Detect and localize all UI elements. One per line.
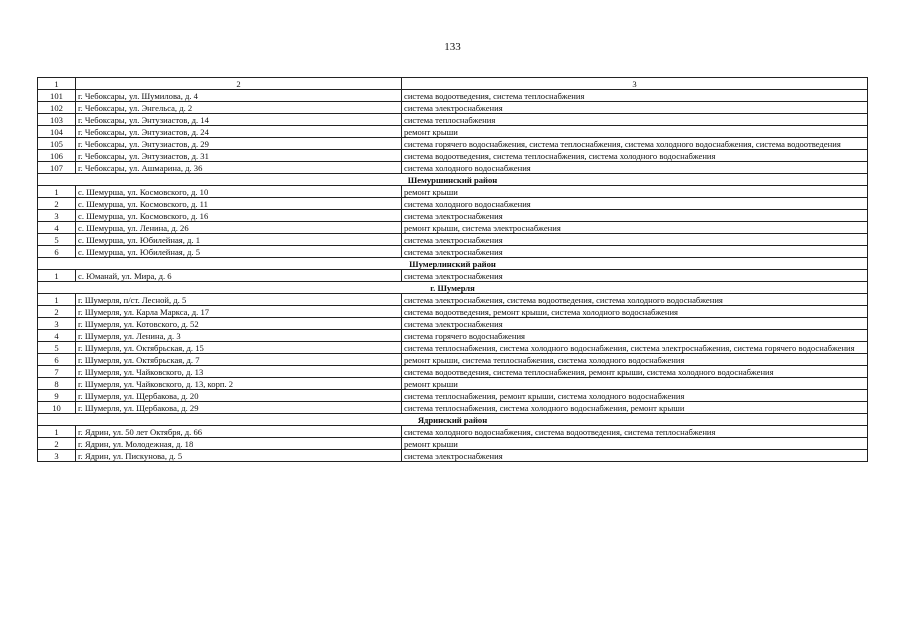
- row-address: г. Шумерля, ул. Октябрьская, д. 15: [76, 342, 402, 354]
- row-address: с. Шемурша, ул. Юбилейная, д. 5: [76, 246, 402, 258]
- table-row: [38, 234, 868, 246]
- row-address: г. Чебоксары, ул. Ашмарина, д. 36: [76, 162, 402, 174]
- row-number: 7: [38, 366, 76, 378]
- section-header-row: [38, 174, 868, 186]
- works-table-body: [38, 78, 868, 462]
- section-title: Шемуршинский район: [38, 174, 868, 186]
- table-row: [38, 210, 868, 222]
- row-number: 101: [38, 90, 76, 102]
- table-row: [38, 162, 868, 174]
- row-number: 105: [38, 138, 76, 150]
- section-header-row: [38, 414, 868, 426]
- column-header-work: 3: [402, 78, 868, 90]
- row-work-type: система водоотведения, система теплоснабжения, система холодного водоснабжения: [402, 150, 868, 162]
- table-row: [38, 270, 868, 282]
- row-address: г. Чебоксары, ул. Шумилова, д. 4: [76, 90, 402, 102]
- table-row: [38, 438, 868, 450]
- table-row: [38, 150, 868, 162]
- row-address: г. Шумерля, ул. Ленина, д. 3: [76, 330, 402, 342]
- table-row: [38, 90, 868, 102]
- row-work-type: ремонт крыши: [402, 186, 868, 198]
- row-address: г. Шумерля, п/ст. Лесной, д. 5: [76, 294, 402, 306]
- table-row: [38, 342, 868, 354]
- table-row: [38, 318, 868, 330]
- row-address: с. Шемурша, ул. Ленина, д. 26: [76, 222, 402, 234]
- row-number: 3: [38, 210, 76, 222]
- row-work-type: ремонт крыши, система электроснабжения: [402, 222, 868, 234]
- row-number: 2: [38, 438, 76, 450]
- table-row: [38, 450, 868, 462]
- column-header-address: 2: [76, 78, 402, 90]
- row-number: 10: [38, 402, 76, 414]
- row-number: 3: [38, 450, 76, 462]
- section-title: Шумерлинский район: [38, 258, 868, 270]
- table-row: [38, 246, 868, 258]
- table-row: [38, 354, 868, 366]
- table-row: [38, 402, 868, 414]
- row-number: 103: [38, 114, 76, 126]
- section-header-row: [38, 258, 868, 270]
- row-number: 102: [38, 102, 76, 114]
- table-row: [38, 138, 868, 150]
- row-work-type: система электроснабжения: [402, 210, 868, 222]
- row-address: г. Шумерля, ул. Чайковского, д. 13: [76, 366, 402, 378]
- row-address: г. Чебоксары, ул. Энтузиастов, д. 14: [76, 114, 402, 126]
- page-number: 133: [444, 41, 461, 53]
- row-work-type: система водоотведения, система теплоснабжения, ремонт крыши, система холодного водоснабжения: [402, 366, 868, 378]
- row-number: 4: [38, 222, 76, 234]
- row-number: 8: [38, 378, 76, 390]
- row-work-type: ремонт крыши, система теплоснабжения, система холодного водоснабжения: [402, 354, 868, 366]
- row-work-type: система горячего водоснабжения: [402, 330, 868, 342]
- section-title: г. Шумерля: [38, 282, 868, 294]
- row-number: 2: [38, 306, 76, 318]
- row-number: 5: [38, 234, 76, 246]
- row-work-type: система теплоснабжения, система холодного водоснабжения, ремонт крыши: [402, 402, 868, 414]
- row-address: г. Шумерля, ул. Карла Маркса, д. 17: [76, 306, 402, 318]
- row-number: 1: [38, 426, 76, 438]
- row-work-type: система холодного водоснабжения: [402, 162, 868, 174]
- row-number: 3: [38, 318, 76, 330]
- row-number: 9: [38, 390, 76, 402]
- row-work-type: ремонт крыши: [402, 438, 868, 450]
- row-work-type: ремонт крыши: [402, 126, 868, 138]
- table-row: [38, 126, 868, 138]
- table-row: [38, 426, 868, 438]
- row-address: г. Шумерля, ул. Щербакова, д. 20: [76, 390, 402, 402]
- row-address: г. Шумерля, ул. Октябрьская, д. 7: [76, 354, 402, 366]
- column-header-number: 1: [38, 78, 76, 90]
- row-work-type: система теплоснабжения, система холодного водоснабжения, система электроснабжения, система горячего водоснабжения: [402, 342, 868, 354]
- row-work-type: система электроснабжения: [402, 234, 868, 246]
- row-number: 5: [38, 342, 76, 354]
- row-work-type: система водоотведения, система теплоснабжения: [402, 90, 868, 102]
- table-row: [38, 222, 868, 234]
- row-work-type: система горячего водоснабжения, система теплоснабжения, система холодного водоснабжения, система водоотведения: [402, 138, 868, 150]
- row-work-type: система электроснабжения, система водоотведения, система холодного водоснабжения: [402, 294, 868, 306]
- row-number: 104: [38, 126, 76, 138]
- row-work-type: система теплоснабжения: [402, 114, 868, 126]
- table-row: [38, 102, 868, 114]
- row-work-type: ремонт крыши: [402, 378, 868, 390]
- row-number: 1: [38, 294, 76, 306]
- row-number: 6: [38, 354, 76, 366]
- row-address: с. Шемурша, ул. Космовского, д. 11: [76, 198, 402, 210]
- section-title: Ядринский район: [38, 414, 868, 426]
- row-number: 4: [38, 330, 76, 342]
- row-work-type: система холодного водоснабжения: [402, 198, 868, 210]
- table-row: [38, 294, 868, 306]
- table-row: [38, 114, 868, 126]
- row-work-type: система теплоснабжения, ремонт крыши, система холодного водоснабжения: [402, 390, 868, 402]
- row-address: г. Чебоксары, ул. Энтузиастов, д. 24: [76, 126, 402, 138]
- row-number: 1: [38, 270, 76, 282]
- row-address: г. Шумерля, ул. Щербакова, д. 29: [76, 402, 402, 414]
- row-address: г. Чебоксары, ул. Энгельса, д. 2: [76, 102, 402, 114]
- row-number: 6: [38, 246, 76, 258]
- row-work-type: система электроснабжения: [402, 102, 868, 114]
- row-address: с. Шемурша, ул. Космовского, д. 16: [76, 210, 402, 222]
- table-row: [38, 378, 868, 390]
- row-work-type: система водоотведения, ремонт крыши, система холодного водоснабжения: [402, 306, 868, 318]
- row-number: 107: [38, 162, 76, 174]
- table-row: [38, 186, 868, 198]
- row-work-type: система электроснабжения: [402, 246, 868, 258]
- row-address: г. Ядрин, ул. Пискунова, д. 5: [76, 450, 402, 462]
- row-address: г. Шумерля, ул. Чайковского, д. 13, корп. 2: [76, 378, 402, 390]
- row-work-type: система электроснабжения: [402, 318, 868, 330]
- table-row: [38, 330, 868, 342]
- table-row: [38, 306, 868, 318]
- row-address: г. Чебоксары, ул. Энтузиастов, д. 31: [76, 150, 402, 162]
- table-row: [38, 390, 868, 402]
- row-work-type: система электроснабжения: [402, 270, 868, 282]
- row-number: 2: [38, 198, 76, 210]
- table-row: [38, 366, 868, 378]
- row-address: г. Ядрин, ул. 50 лет Октября, д. 66: [76, 426, 402, 438]
- works-table: [37, 77, 868, 462]
- row-address: г. Шумерля, ул. Котовского, д. 52: [76, 318, 402, 330]
- section-header-row: [38, 282, 868, 294]
- row-address: с. Шемурша, ул. Юбилейная, д. 1: [76, 234, 402, 246]
- table-row: [38, 198, 868, 210]
- row-address: г. Чебоксары, ул. Энтузиастов, д. 29: [76, 138, 402, 150]
- row-work-type: система холодного водоснабжения, система водоотведения, система теплоснабжения: [402, 426, 868, 438]
- row-address: с. Юманай, ул. Мира, д. 6: [76, 270, 402, 282]
- row-address: с. Шемурша, ул. Космовского, д. 10: [76, 186, 402, 198]
- row-number: 1: [38, 186, 76, 198]
- row-address: г. Ядрин, ул. Молодежная, д. 18: [76, 438, 402, 450]
- table-header-row: [38, 78, 868, 90]
- row-number: 106: [38, 150, 76, 162]
- row-work-type: система электроснабжения: [402, 450, 868, 462]
